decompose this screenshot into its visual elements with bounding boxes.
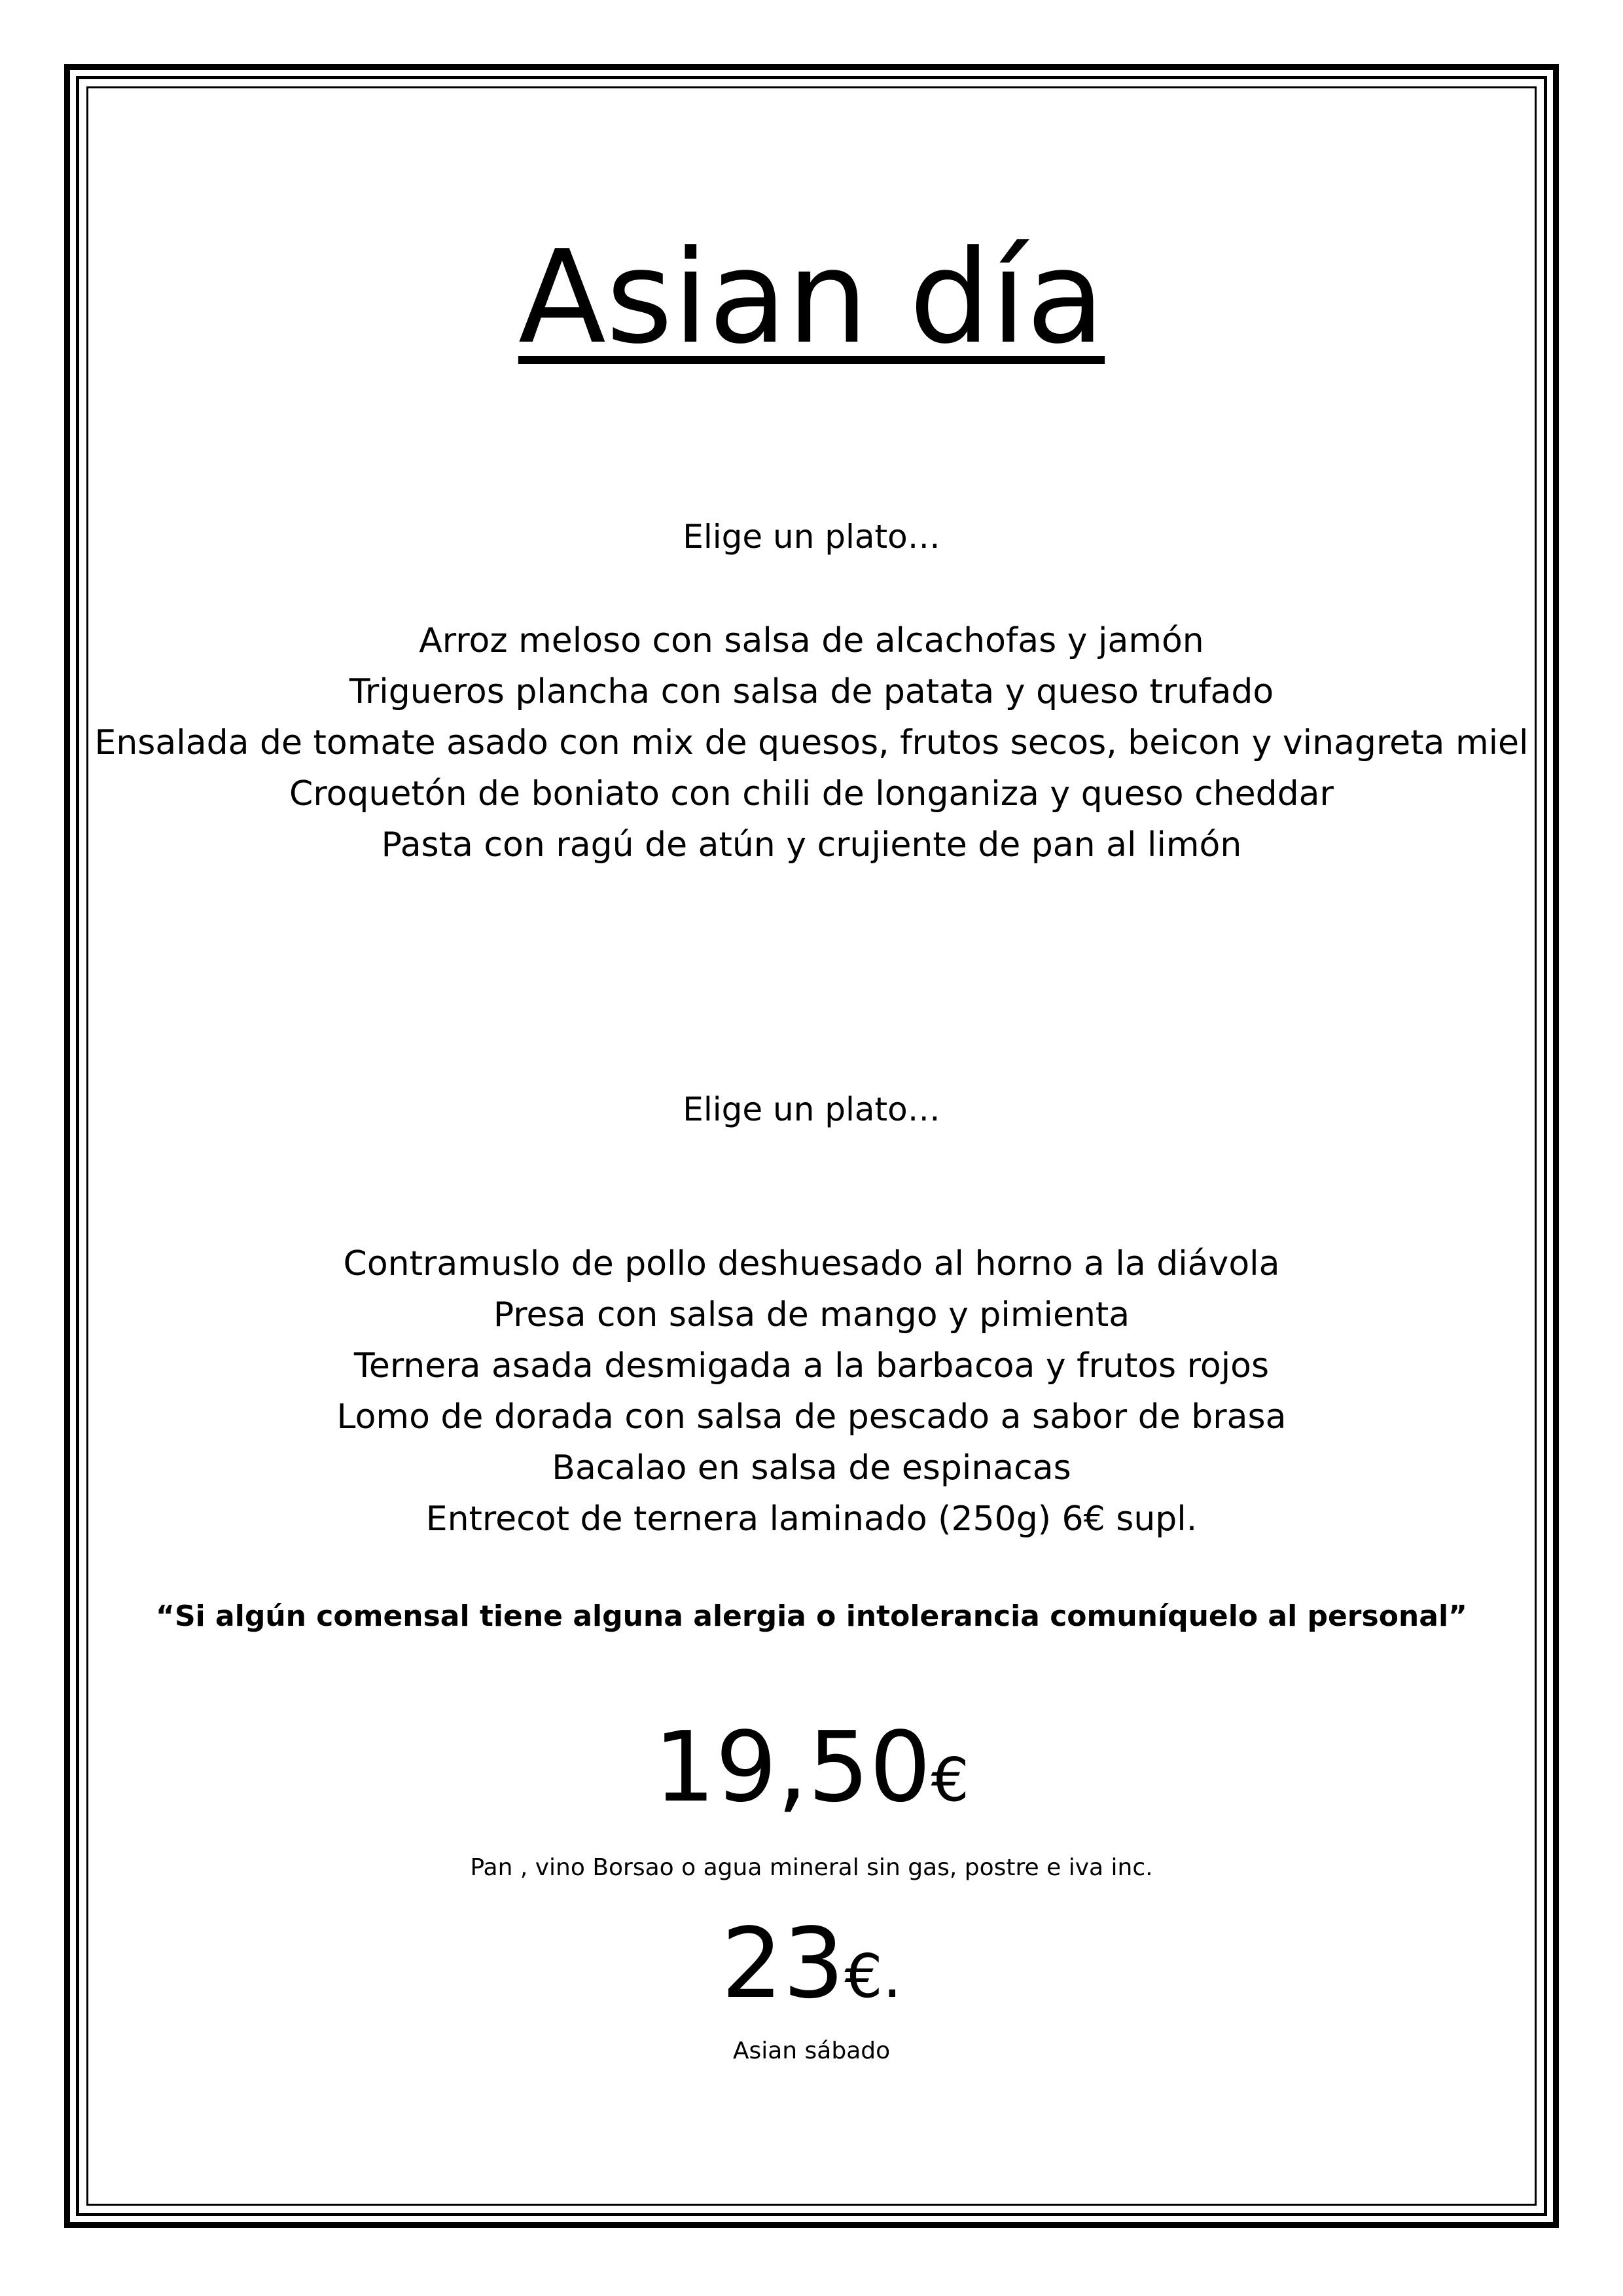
- price-saturday: [92, 1905, 1531, 2036]
- dish-item: Pasta con ragú de atún y crujiente de pan al limón: [381, 825, 1242, 865]
- price-weekday: [92, 1708, 1531, 1839]
- dish-item: Lomo de dorada con salsa de pescado a sabor de brasa: [336, 1397, 1287, 1437]
- section2-dish-list: [92, 1238, 1531, 1545]
- dish-item: Arroz meloso con salsa de alcachofas y jamón: [419, 621, 1204, 660]
- allergy-notice: “Si algún comensal tiene alguna alergia o intolerancia comuníquelo al personal”: [156, 1600, 1467, 1633]
- dish-item: Entrecot de ternera laminado (250g) 6€ supl.: [425, 1499, 1198, 1539]
- price-weekday-amount: 19,50: [653, 1711, 931, 1823]
- dish-item: Trigueros plancha con salsa de patata y queso trufado: [349, 672, 1274, 711]
- section1-heading: Elige un plato…: [683, 518, 940, 556]
- inner-border: [86, 86, 1537, 2206]
- dish-item: Presa con salsa de mango y pimienta: [493, 1295, 1130, 1335]
- price-weekday-currency: €: [931, 1745, 970, 1815]
- dish-item: Ternera asada desmigada a la barbacoa y frutos rojos: [353, 1346, 1270, 1386]
- price-saturday-amount: 23: [721, 1907, 845, 2020]
- dish-item: Contramuslo de pollo deshuesado al horno a la diávola: [343, 1244, 1280, 1283]
- price-saturday-currency: €.: [844, 1941, 902, 2011]
- section1-dish-list: [92, 615, 1531, 870]
- menu-title: [92, 223, 1531, 373]
- section2-heading: Elige un plato…: [683, 1090, 940, 1128]
- menu-title-text: Asian día: [518, 223, 1105, 372]
- dish-item: Bacalao en salsa de espinacas: [552, 1448, 1071, 1488]
- dish-item: Ensalada de tomate asado con mix de quesos, frutos secos, beicon y vinagreta miel: [94, 723, 1529, 762]
- saturday-label: Asian sábado: [732, 2037, 891, 2064]
- price-includes: Pan , vino Borsao o agua mineral sin gas, postre e iva inc.: [470, 1854, 1153, 1881]
- dish-item: Croquetón de boniato con chili de longaniza y queso cheddar: [289, 774, 1334, 814]
